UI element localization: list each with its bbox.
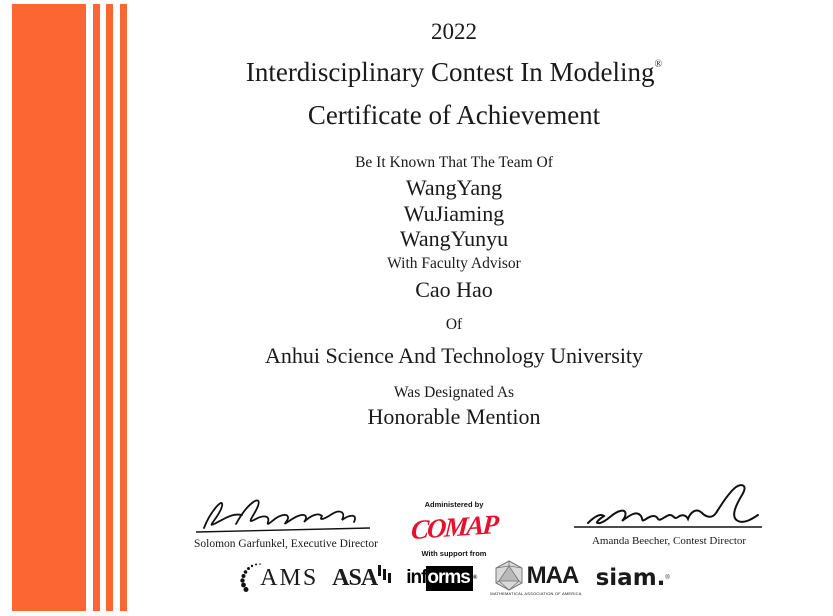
advisor-intro-line: With Faculty Advisor (387, 255, 521, 272)
siam-logo (596, 565, 670, 591)
ams-logo-text: AMS (260, 564, 319, 591)
maa-caption-text: MATHEMATICAL ASSOCIATION OF AMERICA (490, 591, 582, 596)
signature-garfunkel-icon (194, 490, 374, 536)
informs-logo (406, 566, 476, 591)
team-member-name: WangYunyu (399, 226, 509, 251)
signature-block-executive-director (194, 490, 378, 550)
maa-logo-text: MAA (526, 561, 579, 589)
administered-by-caption: Administered by (424, 500, 484, 509)
registered-trademark-mark: ® (654, 59, 663, 70)
team-member-name: WangYang (405, 175, 503, 200)
advisor-name: Cao Hao (415, 277, 493, 302)
siam-logo-text: siam. (595, 565, 666, 591)
informs-logo-text-suffix: orms (426, 566, 472, 591)
left-stripe-2 (106, 4, 113, 611)
signature-block-contest-director (574, 483, 764, 547)
support-from-caption: With support from (421, 549, 487, 558)
signature-beecher-icon (574, 483, 764, 533)
maa-logo (490, 560, 581, 596)
asa-logo (332, 565, 392, 592)
asa-logo-text: ASA (332, 564, 378, 591)
certificate-subtitle: Certificate of Achievement (307, 100, 601, 130)
designation-award: Honorable Mention (367, 404, 541, 429)
maa-icosahedron-icon (494, 560, 524, 591)
certificate-year: 2022 (431, 19, 477, 44)
certificate-title-text: Interdisciplinary Contest In Modeling (245, 57, 655, 87)
institution-name: Anhui Science And Technology University (264, 343, 644, 368)
comap-logo: COMAP (410, 508, 499, 546)
team-intro-line: Be It Known That The Team Of (355, 154, 553, 171)
signature-name-title: Solomon Garfunkel, Executive Director (194, 538, 378, 550)
left-stripe-1 (93, 4, 100, 611)
informs-logo-text-prefix: inf (406, 567, 427, 588)
designation-intro-line: Was Designated As (393, 384, 515, 401)
asa-bars-icon (378, 565, 392, 585)
administered-by-block (384, 500, 524, 558)
left-orange-block (12, 4, 86, 611)
of-label: Of (445, 316, 463, 333)
siam-registered-mark: ® (665, 575, 670, 581)
ams-logo (238, 562, 318, 594)
certificate-title (126, 57, 782, 88)
sponsor-logos-row (126, 558, 782, 598)
certificate-content (126, 0, 782, 616)
informs-registered-mark: ® (472, 575, 477, 581)
signature-name-title: Amanda Beecher, Contest Director (591, 535, 747, 547)
maa-logo-row (494, 560, 579, 591)
team-member-name: WuJiaming (403, 201, 505, 226)
